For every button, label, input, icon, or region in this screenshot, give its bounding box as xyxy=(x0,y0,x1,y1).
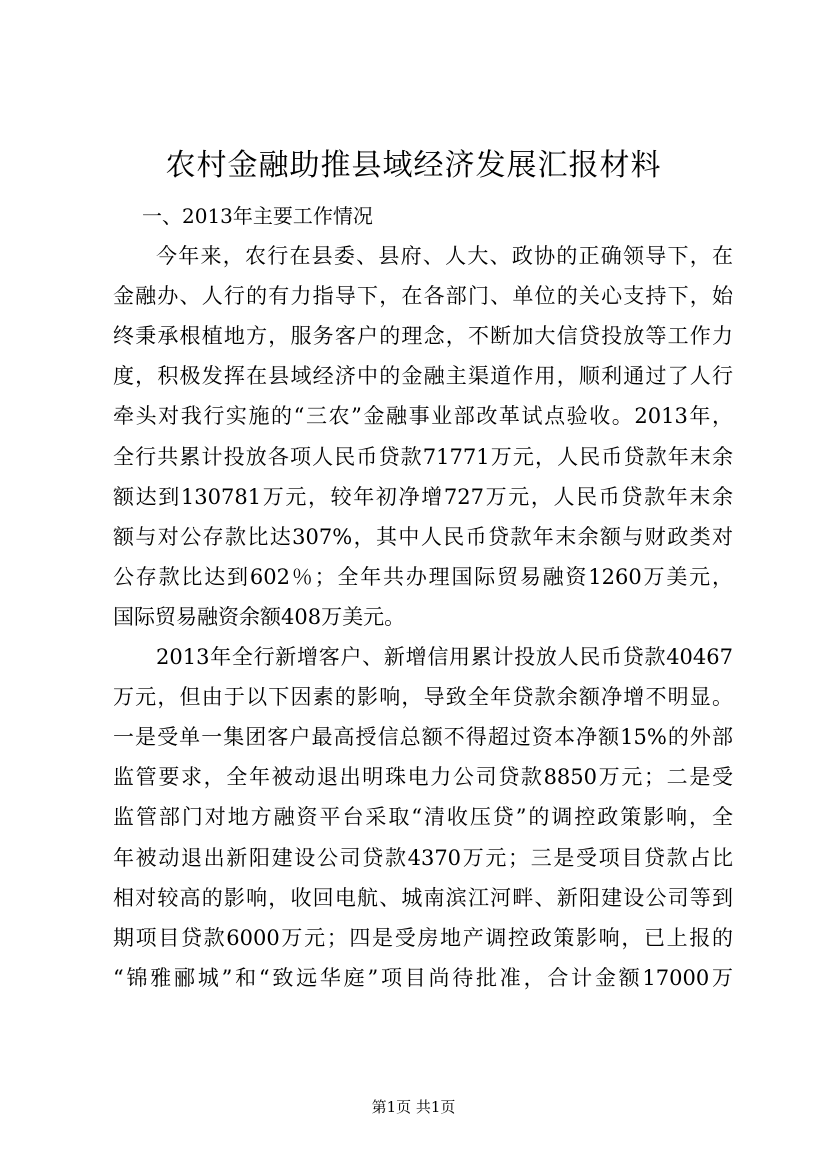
paragraph-line: 牵头对我行实施的“三农”金融事业部改革试点验收。2013年， xyxy=(113,404,733,429)
paragraph-line: 2013年全行新增客户、新增信用累计投放人民币贷款40467 xyxy=(156,645,733,670)
paragraph-line: 监管要求，全年被动退出明珠电力公司贷款8850万元；二是受 xyxy=(113,765,733,790)
paragraph-line: “锦雅郦城”和“致远华庭”项目尚待批准，合计金额17000万 xyxy=(113,965,733,990)
page-footer: 第1页 共1页 xyxy=(371,1098,456,1116)
paragraph-line: 终秉承根植地方，服务客户的理念，不断加大信贷投放等工作力 xyxy=(113,324,733,349)
paragraph-line: 度，积极发挥在县域经济中的金融主渠道作用，顺利通过了人行 xyxy=(113,364,733,389)
paragraph-line: 相对较高的影响，收回电航、城南滨江河畔、新阳建设公司等到 xyxy=(113,885,733,910)
paragraph-line: 额与对公存款比达307%，其中人民币贷款年末余额与财政类对 xyxy=(113,524,733,549)
paragraph-line: 监管部门对地方融资平台采取“清收压贷”的调控政策影响，全 xyxy=(113,805,733,830)
paragraph-line: 金融办、人行的有力指导下，在各部门、单位的关心支持下，始 xyxy=(113,284,733,309)
section-heading: 一、2013年主要工作情况 xyxy=(142,204,373,228)
document-body xyxy=(113,196,733,998)
paragraph-line: 年被动退出新阳建设公司贷款4370万元；三是受项目贷款占比 xyxy=(113,845,733,870)
paragraph-line: 全行共累计投放各项人民币贷款71771万元，人民币贷款年末余 xyxy=(113,444,733,469)
paragraph-line: 万元，但由于以下因素的影响，导致全年贷款余额净增不明显。 xyxy=(113,685,733,710)
paragraph-line: 期项目贷款6000万元；四是受房地产调控政策影响，已上报的 xyxy=(113,925,733,950)
paragraph-line: 今年来，农行在县委、县府、人大、政协的正确领导下，在 xyxy=(156,244,733,269)
paragraph-line: 额达到130781万元，较年初净增727万元，人民币贷款年末余 xyxy=(113,484,733,509)
document-title: 农村金融助推县域经济发展汇报材料 xyxy=(165,148,662,183)
paragraph-line: 公存款比达到602％；全年共办理国际贸易融资1260万美元， xyxy=(113,564,733,589)
paragraph-line: 国际贸易融资余额408万美元。 xyxy=(113,604,406,629)
paragraph-line: 一是受单一集团客户最高授信总额不得超过资本净额15%的外部 xyxy=(113,725,733,750)
